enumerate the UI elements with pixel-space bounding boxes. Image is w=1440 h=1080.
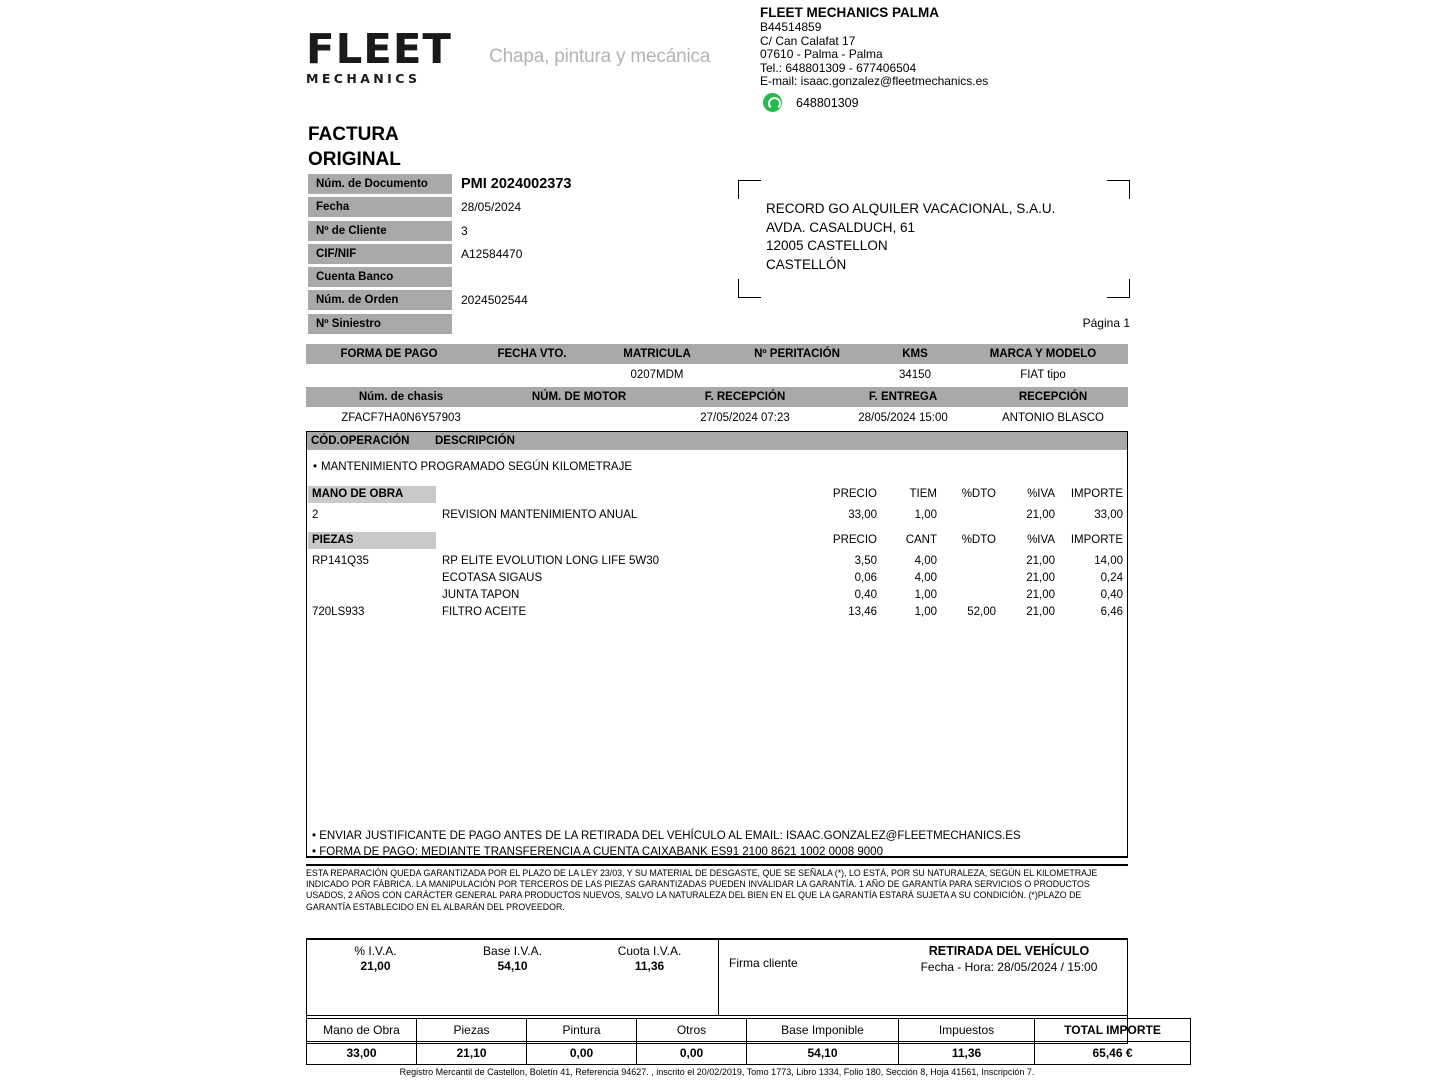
item-precio: 13,46 [848,606,877,618]
meta-row [308,267,608,287]
bullet-icon: • [313,461,318,473]
table-cell [472,364,592,385]
tax-summary-left [307,940,719,1015]
item-tiem: 1,00 [914,509,937,521]
item-importe: 6,46 [1100,606,1123,618]
company-street: C/ Can Calafat 17 [760,33,856,48]
table-row [307,604,1127,621]
whatsapp-number: 648801309 [796,95,859,110]
company-phone: Tel.: 648801309 - 677406504 [760,60,917,75]
table-cell: ANTONIO BLASCO [978,407,1128,428]
totals-column-header: TOTAL IMPORTE [1035,1019,1191,1042]
whatsapp-contact [763,93,859,112]
table-row [307,507,1127,524]
iva-percent-value: 21,00 [360,959,391,973]
note-line-1 [312,828,1021,844]
totals-cell: 65,46 € [1035,1042,1191,1065]
table-row [307,587,1127,604]
item-code: 2 [312,509,319,521]
payment-vehicle-table [306,344,1128,385]
col-precio: PRECIO [832,534,877,546]
item-importe: 14,00 [1094,555,1123,567]
item-cant: 1,00 [914,589,937,601]
company-email: E-mail: isaac.gonzalez@fleetmechanics.es [760,74,989,89]
item-importe: 33,00 [1094,509,1123,521]
line-items-box [306,431,1128,858]
item-precio: 0,40 [854,589,877,601]
item-iva: 21,00 [1026,572,1055,584]
doc-title-factura: FACTURA [308,124,399,145]
meta-label: Núm. de Orden [308,290,452,310]
iva-percent-label: % I.V.A. [354,944,397,958]
logo-wordmark [306,24,452,86]
labour-column-headers [307,486,1127,503]
pickup-section [719,940,1127,1015]
iva-cuota-value: 11,36 [634,959,665,973]
column-header: RECEPCIÓN [978,387,1128,407]
iva-base-label: Base I.V.A. [483,944,542,958]
table-cell: ZFACF7HA0N6Y57903 [306,407,496,428]
operation-note [313,461,632,473]
company-info [760,5,988,89]
page-number: Página 1 [1082,316,1130,330]
totals-table [306,1018,1191,1065]
customer-city: 12005 CASTELLON [766,238,888,253]
column-header: Núm. de chasis [306,387,496,407]
column-header: NÚM. DE MOTOR [496,387,662,407]
pickup-info [839,943,1179,975]
table-cell: FIAT tipo [958,364,1128,385]
col-cant: CANT [905,534,937,546]
totals-header-row [307,1019,1191,1042]
chassis-reception-table [306,387,1128,428]
col-importe: IMPORTE [1070,488,1123,500]
item-dto: 52,00 [967,606,996,618]
col-dto: %DTO [961,534,996,546]
table-header-row [306,387,1128,407]
registry-footer: Registro Mercantil de Castellon, Boletín 41, Referencia 94627. , inscrito el 20/02/2019, Tomo 1773, Libro 1334, Folio 180, Sección 8, Hoja 41561, Inscripción 7. [399,1067,1035,1077]
totals-cell: 11,36 [899,1042,1035,1065]
legal-disclaimer: ESTA REPARACIÓN QUEDA GARANTIZADA POR EL PLAZO DE LA LEY 23/03, Y SU MATERIAL DE DESGASTE, QUE SE SEÑALA (*), LO ESTÁ, POR SU NATURALEZA, SEGÚN EL KILOMETRAJE INDICADO POR FÁBRICA. LA MANIPULACIÓN POR TERCEROS DE LAS PIEZAS GARANTIZADAS PUEDEN INVALIDAR LA GARANTÍA. 1 AÑO DE GARANTÍA PARA SERVICIOS O PRODUCTOS USADOS, 2 AÑOS CON CARÁCTER GENERAL PARA PRODUCTOS NUEVOS, SALVO LA NATURALEZA DEL BIEN EN EL QUE LA GARANTÍA ESTARÁ SUJETA A SU CONDICIÓN. (*)PLAZO DE GARANTÍA ESTABLECIDO EN EL ALBARÁN DEL PROVEEDOR. [306,868,1098,912]
col-precio: PRECIO [832,488,877,500]
meta-label: Cuenta Banco [308,267,452,287]
meta-value: 3 [461,223,468,238]
meta-row [308,221,608,241]
meta-row [308,174,608,194]
doc-title-original: ORIGINAL [308,149,401,170]
company-logo [306,24,711,88]
customer-street: AVDA. CASALDUCH, 61 [766,219,916,235]
crop-corner-icon [738,279,761,298]
legal-disclaimer-box [306,864,1128,913]
operation-note-text: MANTENIMIENTO PROGRAMADO SEGÚN KILOMETRAJE [321,461,632,473]
column-header: F. RECEPCIÓN [662,387,828,407]
col-iva: %IVA [1027,534,1055,546]
note-line-2 [312,844,1021,860]
totals-cell: 33,00 [307,1042,417,1065]
page-title [308,122,401,172]
iva-cuota-cell [581,940,718,1015]
iva-percent-cell [307,940,444,1015]
column-header: FORMA DE PAGO [306,344,472,364]
logo-tagline: Chapa, pintura y mecánica [489,46,711,67]
col-tiem: TIEM [909,488,937,500]
col-header-codigo: CÓD.OPERACIÓN [311,435,410,447]
meta-label: Fecha [308,197,452,217]
column-header: Nº PERITACIÓN [722,344,872,364]
document-meta-table [308,174,608,337]
column-header: MARCA Y MODELO [958,344,1128,364]
column-header: F. ENTREGA [828,387,978,407]
whatsapp-icon [763,93,782,112]
meta-value: 28/05/2024 [461,200,522,215]
totals-column-header: Mano de Obra [307,1019,417,1042]
table-cell [722,364,872,385]
table-cell [306,364,472,385]
totals-cell: 0,00 [527,1042,637,1065]
item-description: REVISION MANTENIMIENTO ANUAL [442,509,638,521]
table-cell: 27/05/2024 07:23 [662,407,828,428]
item-cant: 4,00 [914,572,937,584]
table-row [306,364,1128,385]
totals-cell: 54,10 [747,1042,899,1065]
item-precio: 3,50 [854,555,877,567]
pickup-title: RETIRADA DEL VEHÍCULO [928,944,1090,958]
customer-address [766,200,1055,274]
item-importe: 0,40 [1100,589,1123,601]
item-iva: 21,00 [1026,555,1055,567]
totals-cell: 0,00 [637,1042,747,1065]
totals-column-header: Pintura [527,1019,637,1042]
totals-column-header: Base Imponible [747,1019,899,1042]
column-header: FECHA VTO. [472,344,592,364]
table-cell [496,407,662,428]
col-header-descripcion: DESCRIPCIÓN [435,435,515,447]
meta-label: Núm. de Documento [308,174,452,194]
payment-notes [312,828,1021,860]
item-importe: 0,24 [1100,572,1123,584]
col-iva: %IVA [1027,488,1055,500]
meta-row [308,244,608,264]
logo-fleet-text: FLEET [306,24,452,73]
meta-row [308,197,608,217]
item-iva: 21,00 [1026,589,1055,601]
table-cell: 28/05/2024 15:00 [828,407,978,428]
item-cant: 1,00 [914,606,937,618]
col-dto: %DTO [961,488,996,500]
meta-label: Nº Siniestro [308,314,452,334]
col-importe: IMPORTE [1070,534,1123,546]
table-row [306,407,1128,428]
item-iva: 21,00 [1026,606,1055,618]
iva-base-value: 54,10 [497,959,528,973]
column-header: MATRICULA [592,344,722,364]
item-code: RP141Q35 [312,555,369,567]
totals-value-row [307,1042,1191,1065]
item-cant: 4,00 [914,555,937,567]
item-description: FILTRO ACEITE [442,606,527,618]
item-description: JUNTA TAPON [442,589,520,601]
logo-mechanics-text: MECHANICS [306,70,421,86]
table-header-row [306,344,1128,364]
table-row [307,570,1127,587]
meta-row [308,290,608,310]
section-mano-de-obra: MANO DE OBRA [308,486,436,503]
totals-cell: 21,10 [417,1042,527,1065]
iva-cuota-label: Cuota I.V.A. [617,944,682,958]
crop-corner-icon [1107,279,1130,298]
meta-value: A12584470 [461,246,523,261]
item-description: RP ELITE EVOLUTION LONG LIFE 5W30 [442,555,660,567]
column-header: KMS [872,344,958,364]
totals-column-header: Otros [637,1019,747,1042]
iva-base-cell [444,940,581,1015]
customer-province: CASTELLÓN [766,256,847,272]
meta-value: PMI 2024002373 [461,176,572,192]
customer-address-box [738,180,1130,298]
crop-corner-icon [1107,180,1130,199]
note-line-2-text: FORMA DE PAGO: MEDIANTE TRANSFERENCIA A CUENTA CAIXABANK ES91 2100 8621 1002 0008 9000 [319,846,883,858]
totals-column-header: Impuestos [899,1019,1035,1042]
meta-label: CIF/NIF [308,244,452,264]
crop-corner-icon [738,180,761,199]
company-city: 07610 - Palma - Palma [760,47,883,62]
bullet-icon: • [312,830,317,842]
table-cell: 34150 [872,364,958,385]
meta-value: 2024502544 [461,293,528,308]
company-name: FLEET MECHANICS PALMA [760,5,939,20]
parts-column-headers [307,532,1127,549]
signature-label: Firma cliente [729,956,798,970]
item-description: ECOTASA SIGAUS [442,572,543,584]
item-iva: 21,00 [1026,509,1055,521]
table-cell: 0207MDM [592,364,722,385]
line-items-header [307,432,1127,450]
company-cif: B44514859 [760,20,822,34]
table-row [307,553,1127,570]
note-line-1-text: ENVIAR JUSTIFICANTE DE PAGO ANTES DE LA RETIRADA DEL VEHÍCULO AL EMAIL: ISAAC.GONZALEZ@FLEETMECHANICS.ES [319,830,1021,842]
bullet-icon: • [312,846,317,858]
tax-summary-row [307,940,1127,1016]
meta-label: Nº de Cliente [308,221,452,241]
pickup-datetime: Fecha - Hora: 28/05/2024 / 15:00 [920,960,1098,974]
meta-row [308,314,608,334]
totals-column-header: Piezas [417,1019,527,1042]
customer-name: RECORD GO ALQUILER VACACIONAL, S.A.U. [766,201,1056,216]
item-code: 720LS933 [312,606,365,618]
section-piezas: PIEZAS [308,532,436,549]
item-precio: 33,00 [848,509,877,521]
item-precio: 0,06 [854,572,877,584]
